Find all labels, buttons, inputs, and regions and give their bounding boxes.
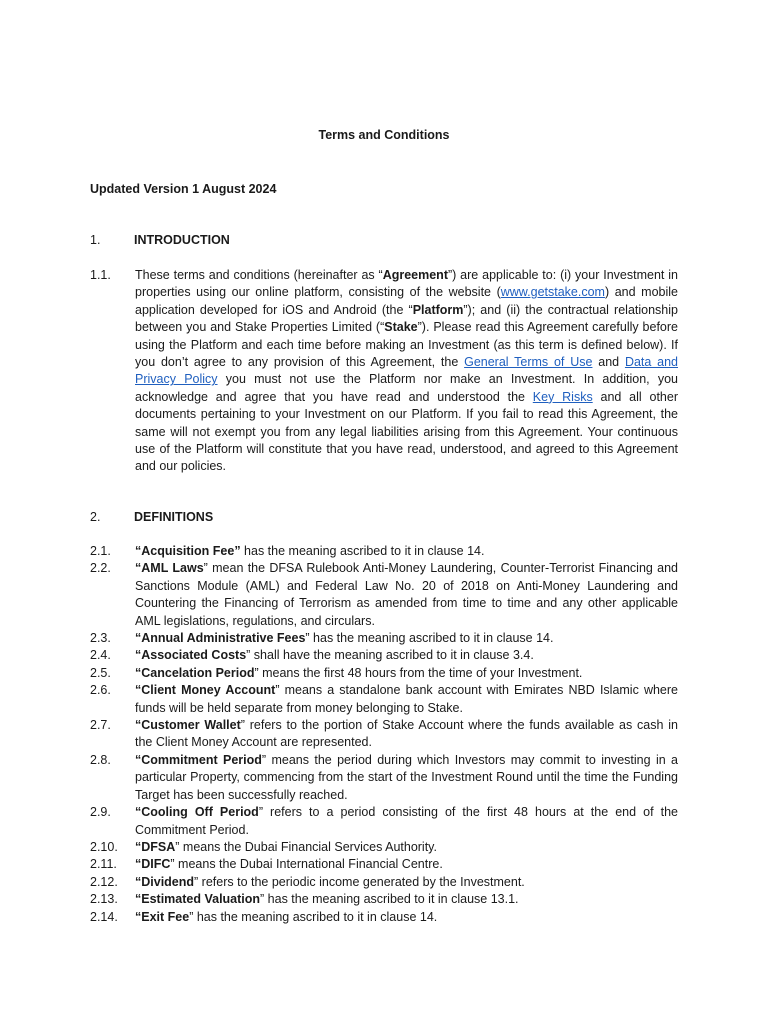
definition-item [90, 804, 678, 839]
definition-text: ” means a standalone bank account with Emirates NBD Islamic where funds will be held separate from money belonging to Stake. [135, 683, 678, 715]
clause-text [135, 874, 678, 891]
defined-term: “Client Money Account [135, 683, 276, 698]
definition-text: ” means the first 48 hours from the time of your Investment. [254, 665, 583, 680]
definition-item [90, 630, 678, 647]
clause-number: 2.5. [90, 665, 111, 680]
definition-item [90, 560, 678, 630]
clause-number: 2.7. [90, 718, 111, 733]
defined-term: Stake [384, 320, 418, 335]
clause-text [135, 804, 678, 839]
clause-text [135, 856, 678, 873]
clause-text [135, 267, 678, 476]
clause-text [135, 543, 678, 560]
clause-text [135, 665, 678, 682]
clause-text [135, 647, 678, 664]
general-terms-link[interactable]: General Terms of Use [464, 355, 593, 370]
definition-text: ” refers to the periodic income generated by the Investment. [194, 874, 525, 889]
text-run: you must not use the Platform nor make an Investment. In addition, you acknowledge and agree that you have read and understood the [135, 372, 679, 404]
definition-text: ” means the Dubai Financial Services Authority. [175, 839, 437, 854]
definition-item [90, 839, 678, 856]
section-number: 2. [90, 510, 101, 524]
text-run: ) and mobile application developed for iOS and Android (the “ [135, 285, 678, 317]
definition-item [90, 717, 678, 752]
clause-text [135, 909, 678, 926]
defined-term: Agreement [382, 268, 448, 282]
website-link[interactable]: www.getstake.com [500, 285, 605, 300]
definition-item [90, 752, 678, 804]
defined-term: “Estimated Valuation [135, 892, 261, 907]
definition-text: ” has the meaning ascribed to it in clause 13.1. [260, 892, 519, 907]
clause-number: 2.10. [90, 839, 118, 854]
defined-term: “Associated Costs [135, 648, 247, 663]
clause-number: 2.11. [90, 857, 117, 872]
definition-item [90, 543, 678, 560]
definitions-list [90, 543, 678, 926]
definition-item [90, 647, 678, 664]
document-title: Terms and Conditions [318, 128, 450, 142]
clause-number: 2.12. [90, 874, 118, 889]
clause-text [135, 891, 678, 908]
clause-number: 2.9. [90, 805, 111, 820]
clause-number: 2.8. [90, 752, 111, 767]
defined-term: “Cooling Off Period [135, 805, 259, 820]
defined-term: “Commitment Period [135, 752, 262, 767]
clause-text [135, 630, 678, 647]
definition-text: has the meaning ascribed to it in clause 14. [240, 544, 485, 558]
defined-term: “AML Laws [135, 561, 204, 576]
definition-item [90, 682, 678, 717]
definition-item [90, 665, 678, 682]
defined-term: “Cancelation Period [135, 665, 255, 680]
definition-text: ” means the Dubai International Financial Centre. [170, 857, 443, 872]
defined-term: “Dividend [135, 874, 195, 889]
section-title: INTRODUCTION [134, 233, 230, 247]
definition-text: ” has the meaning ascribed to it in clause 14. [305, 631, 554, 646]
section-heading-definitions [90, 510, 213, 524]
text-run: and [592, 355, 625, 370]
clause-text [135, 839, 678, 856]
definition-text: ” means the period during which Investors may commit to investing in a particular Property, commencing from the start of the Investment Round until the time the Funding Target has been successfully reached. [135, 752, 678, 802]
clause-text [135, 682, 678, 717]
clause-number: 1.1. [90, 268, 111, 282]
defined-term: “Customer Wallet [135, 718, 241, 733]
defined-term: “DIFC [135, 857, 171, 872]
definition-text: ” refers to a period consisting of the first 48 hours at the end of the Commitment Period. [135, 805, 678, 837]
defined-term: “Exit Fee [135, 909, 190, 924]
text-run: and all other documents pertaining to your Investment on our Platform. If you fail to read this Agreement, the same will not exempt you from any legal liabilities arising from this Agreement. Your continuous use of the Platform will constitute that you have read, understood, and agreed to this Agreement and our policies. [135, 389, 678, 474]
clause-text [135, 752, 678, 804]
clause-1-1 [90, 267, 678, 476]
defined-term: Platform [412, 302, 464, 317]
defined-term: “Annual Administrative Fees [135, 631, 306, 646]
text-run: ”) are applicable to: (i) your Investment in properties using our online platform, consisting of the website ( [135, 268, 678, 300]
version-line: Updated Version 1 August 2024 [90, 182, 277, 196]
key-risks-link[interactable]: Key Risks [532, 389, 593, 404]
defined-term: “DFSA [135, 839, 176, 854]
clause-number: 2.2. [90, 561, 111, 576]
definition-text: ” has the meaning ascribed to it in clause 14. [189, 909, 438, 924]
definition-text: ” refers to the portion of Stake Account where the funds available as cash in the Client Money Account are represented. [135, 718, 678, 750]
section-title: DEFINITIONS [134, 510, 214, 524]
clause-number: 2.13. [90, 892, 118, 907]
clause-text [135, 560, 678, 630]
clause-number: 2.3. [90, 631, 111, 646]
text-run: These terms and conditions (hereinafter as “ [135, 268, 383, 282]
privacy-policy-link[interactable]: Data and Privacy Policy [135, 355, 679, 387]
clause-number: 2.14. [90, 909, 118, 924]
text-run: ”); and (ii) the contractual relationship between you and Stake Properties Limited (“ [135, 302, 678, 335]
clause-text [135, 717, 678, 752]
clause-number: 2.4. [90, 648, 111, 663]
clause-number: 2.6. [90, 683, 111, 698]
clause-number: 2.1. [90, 544, 111, 558]
definition-item [90, 874, 678, 891]
definition-text: ” shall have the meaning ascribed to it in clause 3.4. [246, 648, 534, 663]
text-run: ”). Please read this Agreement carefully before using the Platform and each time before making an Investment (as this term is defined below). If you don’t agree to any provision of this Agreement, the [135, 320, 678, 370]
definition-item [90, 909, 678, 926]
section-heading-introduction [90, 233, 230, 247]
definition-text: ” mean the DFSA Rulebook Anti-Money Laundering, Counter-Terrorist Financing and Sanctions Module (AML) and Federal Law No. 20 of 2018 on Anti-Money Laundering and Countering the Financing of Terrorism as amended from time to time and any other applicable AML legislations, regulations, and circulars. [135, 561, 678, 628]
section-number: 1. [90, 233, 101, 247]
definition-item [90, 856, 678, 873]
definition-item [90, 891, 678, 908]
defined-term: “Acquisition Fee” [135, 544, 241, 558]
